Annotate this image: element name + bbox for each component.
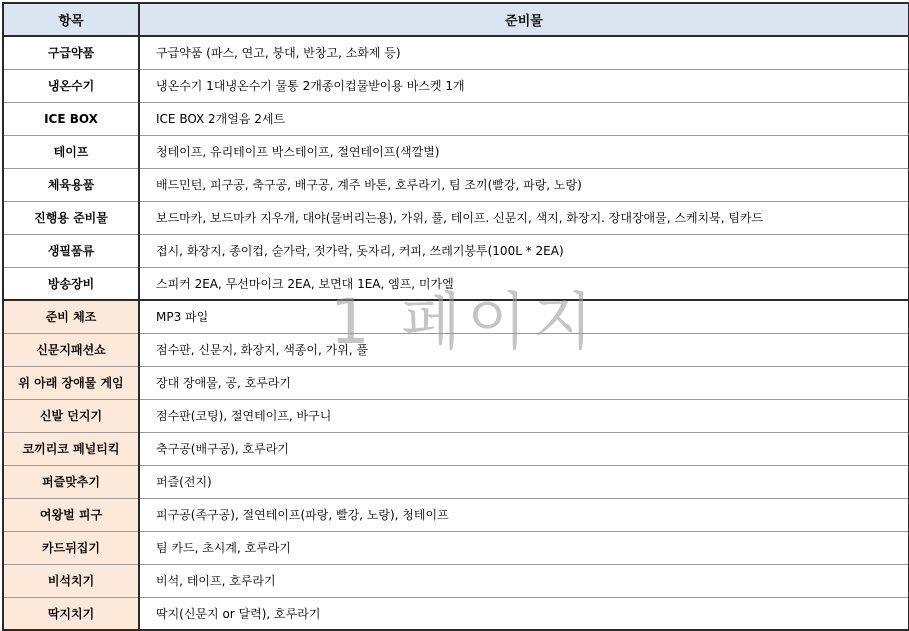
table-row: [3, 564, 909, 597]
table-row: [3, 465, 909, 498]
row-supplies-cell[interactable]: 배드민턴, 피구공, 축구공, 배구공, 계주 바톤, 호루라기, 팀 조끼(빨강, 파랑, 노랑): [139, 168, 909, 201]
row-supplies-cell[interactable]: 퍼즐(전지): [139, 465, 909, 498]
row-supplies-cell[interactable]: 축구공(배구공), 호루라기: [139, 432, 909, 465]
row-item-cell[interactable]: 테이프: [3, 135, 139, 168]
table-row: [3, 135, 909, 168]
row-item-cell[interactable]: 신문지패션쇼: [3, 333, 139, 366]
row-item-cell[interactable]: 위 아래 장애물 게임: [3, 366, 139, 399]
row-supplies-cell[interactable]: 청테이프, 유리테이프 박스테이프, 절연테이프(색깔별): [139, 135, 909, 168]
row-item-cell[interactable]: 구급약품: [3, 36, 139, 69]
row-supplies-cell[interactable]: 보드마카, 보드마카 지우개, 대야(물버리는용), 가위, 풀, 테이프. 신문지, 색지, 화장지. 장대장애물, 스케치북, 팀카드: [139, 201, 909, 234]
row-supplies-cell[interactable]: 냉온수기 1대냉온수기 물통 2개종이컵물받이용 바스켓 1개: [139, 69, 909, 102]
table-row: [3, 300, 909, 333]
row-supplies-cell[interactable]: 스피커 2EA, 무선마이크 2EA, 보면대 1EA, 엠프, 미가엘: [139, 267, 909, 300]
row-item-cell[interactable]: 진행용 준비물: [3, 201, 139, 234]
row-item-cell[interactable]: 냉온수기: [3, 69, 139, 102]
table-row: [3, 102, 909, 135]
page-watermark: 1 페이지: [330, 285, 599, 358]
row-item-cell[interactable]: ICE BOX: [3, 102, 139, 135]
row-supplies-cell[interactable]: 접시, 화장지, 종이컵, 숟가락, 젓가락, 돗자리, 커피, 쓰레기봉투(100L * 2EA): [139, 234, 909, 267]
table-row: [3, 36, 909, 69]
row-item-cell[interactable]: 코끼리코 페널티킥: [3, 432, 139, 465]
row-supplies-cell[interactable]: 피구공(족구공), 절연테이프(파랑, 빨강, 노랑), 청테이프: [139, 498, 909, 531]
row-item-cell[interactable]: 비석치기: [3, 564, 139, 597]
table-row: [3, 69, 909, 102]
table-row: [3, 531, 909, 564]
table-row: [3, 333, 909, 366]
table-header-row: [3, 3, 909, 36]
row-supplies-cell[interactable]: 점수판, 신문지, 화장지, 색종이, 가위, 풀: [139, 333, 909, 366]
column-header-supplies: 준비물: [139, 3, 909, 36]
row-item-cell[interactable]: 방송장비: [3, 267, 139, 300]
row-supplies-cell[interactable]: 팀 카드, 초시계, 호루라기: [139, 531, 909, 564]
table-row: [3, 498, 909, 531]
table-row: [3, 267, 909, 300]
table-row: [3, 234, 909, 267]
table-row: [3, 366, 909, 399]
row-supplies-cell[interactable]: 딱지(신문지 or 달력), 호루라기: [139, 597, 909, 630]
table-row: [3, 597, 909, 630]
supplies-table: [2, 2, 909, 631]
row-supplies-cell[interactable]: MP3 파일: [139, 300, 909, 333]
row-supplies-cell[interactable]: 장대 장애물, 공, 호루라기: [139, 366, 909, 399]
row-item-cell[interactable]: 신발 던지기: [3, 399, 139, 432]
row-item-cell[interactable]: 준비 체조: [3, 300, 139, 333]
column-header-item: 항목: [3, 3, 139, 36]
table-row: [3, 432, 909, 465]
row-item-cell[interactable]: 퍼즐맞추기: [3, 465, 139, 498]
row-supplies-cell[interactable]: 비석, 테이프, 호루라기: [139, 564, 909, 597]
row-item-cell[interactable]: 여왕벌 피구: [3, 498, 139, 531]
row-supplies-cell[interactable]: 점수판(코팅), 절연테이프, 바구니: [139, 399, 909, 432]
row-item-cell[interactable]: 카드뒤집기: [3, 531, 139, 564]
row-item-cell[interactable]: 생필품류: [3, 234, 139, 267]
row-supplies-cell[interactable]: 구급약품 (파스, 연고, 붕대, 반창고, 소화제 등): [139, 36, 909, 69]
row-item-cell[interactable]: 딱지치기: [3, 597, 139, 630]
table-row: [3, 399, 909, 432]
row-item-cell[interactable]: 체육용품: [3, 168, 139, 201]
row-supplies-cell[interactable]: ICE BOX 2개얼음 2세트: [139, 102, 909, 135]
table-row: [3, 201, 909, 234]
table-row: [3, 168, 909, 201]
